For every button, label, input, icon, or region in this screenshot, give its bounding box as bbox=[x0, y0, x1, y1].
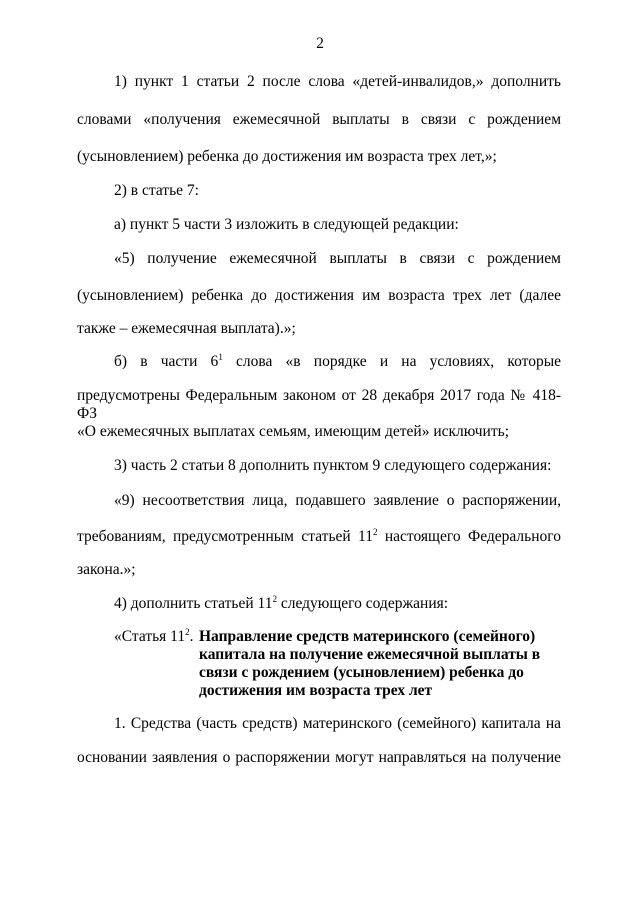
article-title-line: капитала на получение ежемесячной выплаты в bbox=[199, 646, 541, 663]
article-label: «Статья $11^2$. bbox=[114, 627, 194, 645]
paragraph-line: основании заявления о распоряжении могут направляться на получение bbox=[77, 749, 561, 766]
paragraph-line: также – ежемесячная выплата).»; bbox=[77, 320, 296, 337]
paragraph-line: требованиям, предусмотренным статьей $11^2$ настоящего Федерального bbox=[77, 527, 561, 545]
article-title-line: связи с рождением (усыновлением) ребенка до bbox=[199, 664, 524, 681]
paragraph-line: предусмотрены Федеральным законом от 28 декабря 2017 года № 418-ФЗ bbox=[77, 387, 561, 422]
paragraph-line: б) в части $6^1$ слова «в порядке и на условиях, которые bbox=[114, 352, 561, 370]
paragraph-line: словами «получения ежемесячной выплаты в связи с рождением bbox=[77, 111, 561, 128]
paragraph-line: «О ежемесячных выплатах семьям, имеющим детей» исключить; bbox=[77, 423, 510, 440]
paragraph-line: 1) пункт 1 статьи 2 после слова «детей-инвалидов,» дополнить bbox=[114, 73, 561, 90]
article-title-line: достижения им возраста трех лет bbox=[199, 682, 433, 699]
article-title-line: Направление средств материнского (семейного) bbox=[199, 628, 536, 645]
paragraph-line: 3) часть 2 статьи 8 дополнить пунктом 9 следующего содержания: bbox=[114, 457, 552, 474]
paragraph-line: а) пункт 5 части 3 изложить в следующей редакции: bbox=[114, 216, 459, 233]
paragraph-line: 4) дополнить статьей $11^2$ следующего содержания: bbox=[114, 594, 449, 612]
paragraph-line: 1. Средства (часть средств) материнского (семейного) капитала на bbox=[114, 715, 561, 732]
article-title bbox=[199, 628, 569, 700]
page-number: 2 bbox=[316, 35, 324, 52]
paragraph-line: (усыновлением) ребенка до достижения им возраста трех лет (далее bbox=[77, 287, 561, 304]
paragraph-line: «5) получение ежемесячной выплаты в связи с рождением bbox=[114, 250, 561, 267]
paragraph-line: (усыновлением) ребенка до достижения им возраста трех лет,»; bbox=[77, 148, 497, 165]
paragraph-line: «9) несоответствия лица, подавшего заявление о распоряжении, bbox=[114, 492, 561, 509]
paragraph-line: 2) в статье 7: bbox=[114, 182, 199, 199]
paragraph-line: закона.»; bbox=[77, 561, 136, 578]
